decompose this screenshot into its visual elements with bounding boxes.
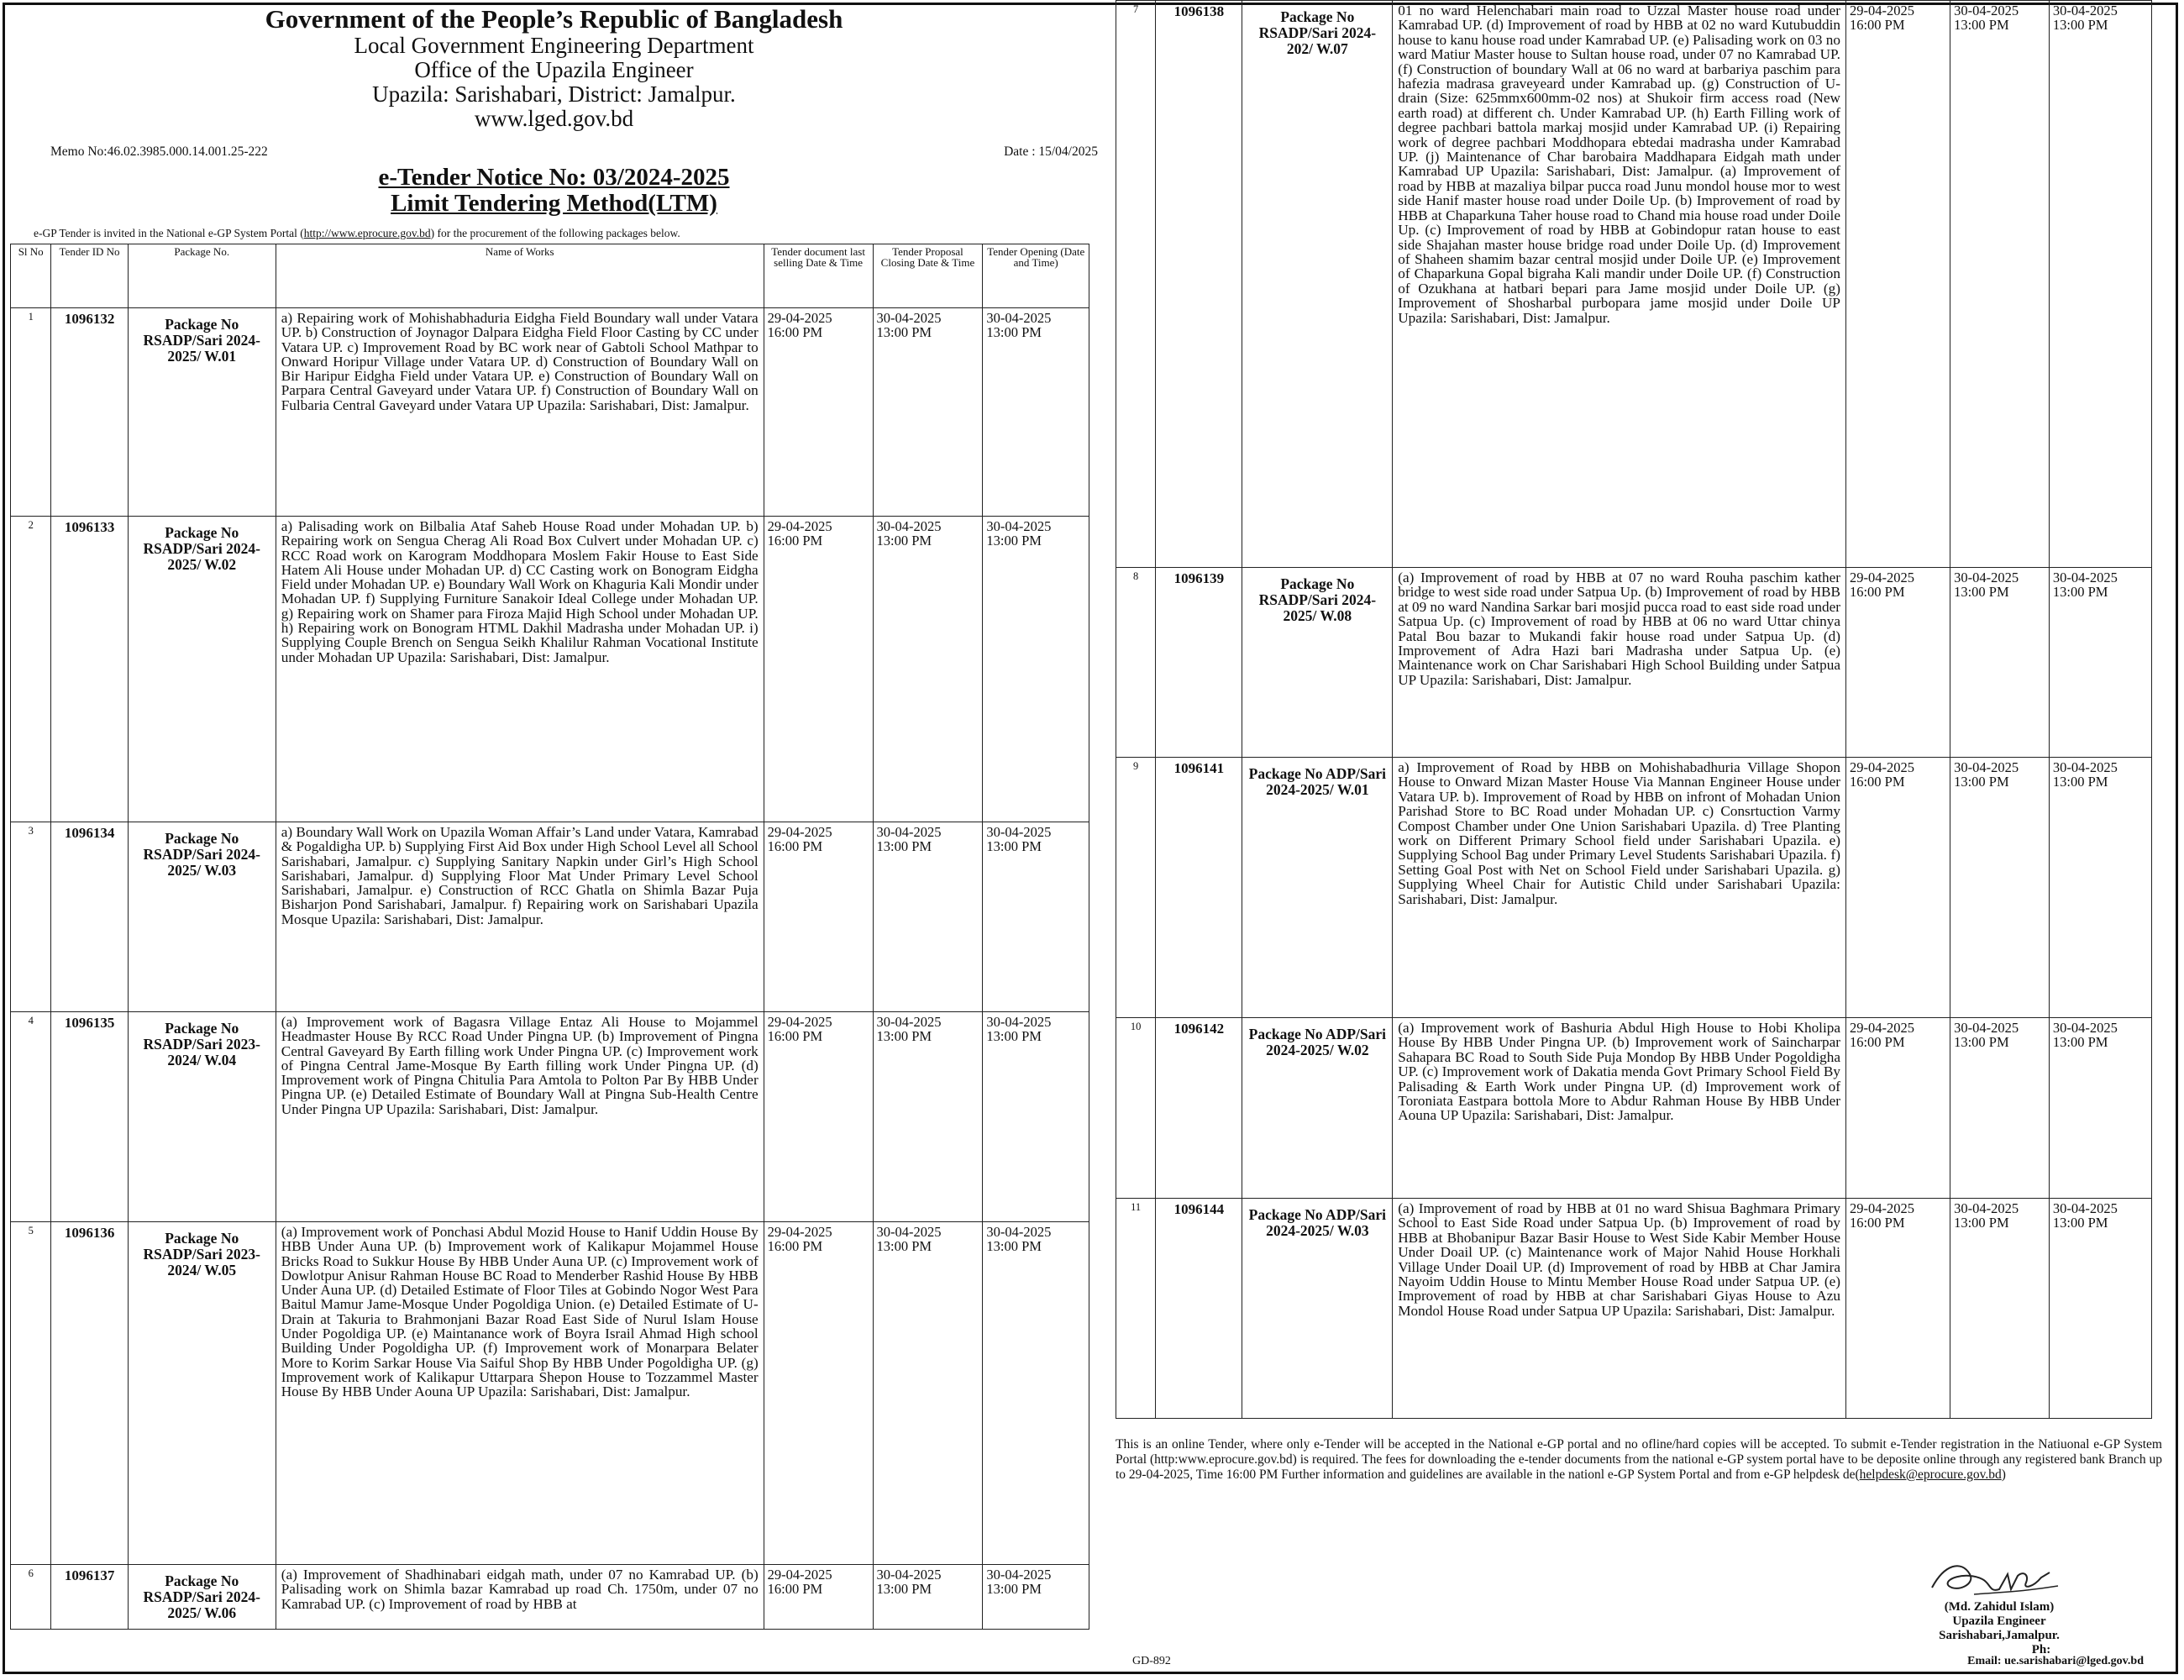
row-name-of-works: (a) Improvement work of Ponchasi Abdul Mozid House to Hanif Uddin House By HBB Under Auna UP. (b) Improvement work of Kalikapur Mojammel House Bricks Road to Sukkur House By HBB Under Auna UP. (c) Improvement work of Dowlotpur Anisur Rahman House BC Road to Menderber Rashid House By HBB Under Auna UP. (d) Detailed Estimate of Floor Tiles at Gobindo Nogor West Para Baitul Mamur Jame-Mosque Under Pogoldiga Union. (e) Detailed Estimate of U-Drain at Takuria to Brahmonjani Bazar Road East Side of Nurul Islam House Under Pogoldiga UP. (e) Maintanance work of Boyra Israil Ahmad High school Building Under Pogoldigha UP. (f) Improvement work of Monarpara Belater More to Korim Sarkar House Via Saiful Shop By HBB Under Pogoldigha UP. (g) Improvement work of Kalikapur Uttarpara Shepon House to Tozzammel Master House By HBB Under Aouna UP Upazila: Sarishabari, Dist: Jamalpur. xyxy=(276,1222,764,1565)
row-opening-datetime xyxy=(983,822,1089,1012)
row-package-no: Package No RSADP/Sari 2024-202/ W.07 xyxy=(1242,1,1393,568)
time-value: 16:00 PM xyxy=(767,533,823,549)
left-column xyxy=(10,5,1098,1630)
date-value: 30-04-2025 xyxy=(1954,1200,2019,1216)
row-tender-id: 1096137 xyxy=(51,1565,128,1630)
signatory-email[interactable]: Email: ue.sarishabari@lged.gov.bd xyxy=(1967,1655,2144,1667)
row-opening-datetime xyxy=(983,1565,1089,1630)
time-value: 13:00 PM xyxy=(1954,17,2009,33)
row-package-no: Package No ADP/Sari 2024-2025/ W.01 xyxy=(1242,758,1393,1018)
tender-row xyxy=(11,1012,1089,1222)
tender-row xyxy=(1116,1199,2152,1419)
row-tender-id: 1096136 xyxy=(51,1222,128,1565)
row-sl-number: 3 xyxy=(11,822,51,1012)
date-value: 30-04-2025 xyxy=(986,824,1052,840)
tender-row xyxy=(11,517,1089,822)
time-value: 16:00 PM xyxy=(767,838,823,854)
signatory-phone: Ph: xyxy=(2031,1643,2051,1656)
tender-row xyxy=(1116,1,2152,568)
tender-row xyxy=(1116,758,2152,1018)
right-column xyxy=(1116,0,2172,1483)
row-selling-datetime xyxy=(1845,1018,1950,1199)
row-selling-datetime xyxy=(764,1012,873,1222)
row-package-no: Package No RSADP/Sari 2023-2024/ W.04 xyxy=(128,1012,276,1222)
row-sl-number: 5 xyxy=(11,1222,51,1565)
time-value: 16:00 PM xyxy=(767,1028,823,1044)
date-value: 30-04-2025 xyxy=(1954,3,2019,18)
col-opening: Tender Opening (Date and Time) xyxy=(983,244,1089,308)
row-sl-number: 10 xyxy=(1116,1018,1156,1199)
row-name-of-works: (a) Improvement of road by HBB at 07 no ward Rouha paschim kather bridge to west side road under Satpua Up. (b) Improvement of road by HBB at 09 no ward Nandina Sarkar bari mosjid pucca road to east side road under Satpua Up. (c) Improvement of road by HBB at 06 no ward Uttar chinya Patal Bou bazar to Mukandi fakir house road under Satpua Up. (d) Improvement of Adra Hazi bari Madrasha under Satpua Up. (e) Maintenance work on Char Sarishabari High School Building under Satpua UP Upazila: Sarishabari, Dist: Jamalpur. xyxy=(1393,568,1846,758)
row-closing-datetime xyxy=(1950,758,2050,1018)
time-value: 13:00 PM xyxy=(876,324,932,340)
row-tender-id: 1096144 xyxy=(1156,1199,1242,1419)
time-value: 13:00 PM xyxy=(986,1581,1042,1597)
row-tender-id: 1096142 xyxy=(1156,1018,1242,1199)
time-value: 13:00 PM xyxy=(2052,1034,2108,1050)
date-value: 30-04-2025 xyxy=(986,518,1052,534)
date-value: 30-04-2025 xyxy=(2052,1020,2118,1036)
time-value: 13:00 PM xyxy=(2052,1215,2108,1231)
signatory-place: Sarishabari,Jamalpur. xyxy=(1939,1629,2060,1642)
col-closing: Tender Proposal Closing Date & Time xyxy=(873,244,983,308)
row-opening-datetime xyxy=(983,1012,1089,1222)
gov-name: Government of the People’s Republic of Bangladesh xyxy=(265,4,843,34)
date-value: 29-04-2025 xyxy=(1849,570,1914,585)
col-selling: Tender document last selling Date & Time xyxy=(764,244,873,308)
time-value: 13:00 PM xyxy=(2052,584,2108,600)
time-value: 13:00 PM xyxy=(1954,774,2009,790)
date-value: 29-04-2025 xyxy=(767,824,832,840)
row-selling-datetime xyxy=(1845,568,1950,758)
date-value: 30-04-2025 xyxy=(1954,1020,2019,1036)
row-name-of-works: (a) Improvement work of Bagasra Village Entaz Ali House to Mojammel Headmaster House By RCC Road Under Pingna UP. (b) Improvement of Pingna Central Gaveyard By Earth filling work Under Pingna UP. (c) Improvement work of Pingna Central Jame-Mosque By Earth filling work Under Pingna UP. (d) Improvement work of Pingna Chitulia Para Amtola to Polton Par By HBB Under Pingna UP. (e) Detailed Estimate of Boundary Wall at Pingna Sub-Health Centre Under Pingna UP Upazila: Sarishabari, Dist: Jamalpur. xyxy=(276,1012,764,1222)
time-value: 13:00 PM xyxy=(876,1581,932,1597)
row-name-of-works: a) Repairing work of Mohishabhaduria Eidgha Field Boundary wall under Vatara UP. b) Construction of Joynagor Dalpara Eidgha Field Floor Casting by CC under Vatara UP. c) Improvement Road by BC work near of Gabtoli School Mathpar to Onward Horipur Village under Vatara UP. d) Construction of Boundary Wall on Bir Haripur Eidgha Field under Vatara UP. e) Construction of Boundary Wall on Parpara Central Gaveyard under Vatara UP. f) Construction of Boundary Wall on Fulbaria Central Gaveyard under Vatara UP Upazila: Sarishabari, Dist: Jamalpur. xyxy=(276,308,764,517)
row-package-no: Package No RSADP/Sari 2024-2025/ W.06 xyxy=(128,1565,276,1630)
row-sl-number: 6 xyxy=(11,1565,51,1630)
signature-block xyxy=(1848,1600,2150,1657)
date-value: 30-04-2025 xyxy=(1954,759,2019,775)
row-closing-datetime xyxy=(873,1012,983,1222)
row-package-no: Package No RSADP/Sari 2024-2025/ W.02 xyxy=(128,517,276,822)
time-value: 13:00 PM xyxy=(1954,1215,2009,1231)
date-value: 29-04-2025 xyxy=(767,1014,832,1030)
time-value: 16:00 PM xyxy=(767,1238,823,1254)
time-value: 13:00 PM xyxy=(986,533,1042,549)
date-value: 29-04-2025 xyxy=(1849,759,1914,775)
time-value: 13:00 PM xyxy=(986,324,1042,340)
time-value: 13:00 PM xyxy=(876,1028,932,1044)
row-tender-id: 1096138 xyxy=(1156,1,1242,568)
row-name-of-works: (a) Improvement work of Bashuria Abdul High House to Hobi Kholipa House By HBB Under Pingna UP. (b) Improvement work of Saincharpar Sahapara BC Road to South Side Puja Mondop By HBB Under Pogoldigha UP. (c) Improvement work of Dakatia menda Govt Primary School Field By Palisading & Earth Work under Pingna UP. (d) Improvement work of Toroniata Eastpara bottola More to Abdur Rahman House By HBB Under Aouna UP Upazila: Sarishabari, Dist: Jamalpur. xyxy=(1393,1018,1846,1199)
date-value: 30-04-2025 xyxy=(986,1224,1052,1240)
intro-part-b: ) for the procurement of the following packages below. xyxy=(430,227,680,239)
date-value: 29-04-2025 xyxy=(767,1224,832,1240)
online-tender-notice xyxy=(1116,1437,2162,1483)
office-name: Office of the Upazila Engineer xyxy=(414,57,694,82)
row-sl-number: 1 xyxy=(11,308,51,517)
tender-row xyxy=(11,822,1089,1012)
col-sl: Sl No xyxy=(11,244,51,308)
date-value: 29-04-2025 xyxy=(1849,3,1914,18)
row-tender-id: 1096139 xyxy=(1156,568,1242,758)
row-sl-number: 2 xyxy=(11,517,51,822)
row-closing-datetime xyxy=(1950,1,2050,568)
row-sl-number: 7 xyxy=(1116,1,1156,568)
date-value: 29-04-2025 xyxy=(767,518,832,534)
date-value: 29-04-2025 xyxy=(767,1567,832,1583)
row-opening-datetime xyxy=(983,1222,1089,1565)
tender-row xyxy=(11,1565,1089,1630)
notice-text: This is an online Tender, where only e-Tender will be accepted in the National e-GP portal and no ofline/hard copies will be accepted. To submit e-Tender registration in the Natiuonal e-GP System Portal (http:www.eprocure.gov.bd) is required. The fees for downloading the e-tender documents from the national e-GP system portal have to be deposite online through any registered bank Branch up to 29-04-2025, Time 16:00 PM Further information and guidelines are available in the nationl e-GP System Portal and from e-GP helpdesk de( xyxy=(1116,1437,2162,1482)
date-value: 30-04-2025 xyxy=(876,1224,942,1240)
intro-part-a: e-GP Tender is invited in the National e-GP System Portal ( xyxy=(34,227,304,239)
letterhead xyxy=(10,5,1098,131)
time-value: 16:00 PM xyxy=(767,324,823,340)
row-package-no: Package No RSADP/Sari 2024-2025/ W.01 xyxy=(128,308,276,517)
row-closing-datetime xyxy=(873,822,983,1012)
date-value: 30-04-2025 xyxy=(2052,1200,2118,1216)
time-value: 13:00 PM xyxy=(876,533,932,549)
time-value: 13:00 PM xyxy=(1954,584,2009,600)
row-sl-number: 4 xyxy=(11,1012,51,1222)
date-value: 30-04-2025 xyxy=(876,1014,942,1030)
row-opening-datetime xyxy=(2049,1199,2151,1419)
method-title: Limit Tendering Method(LTM) xyxy=(391,190,717,217)
date-value: 30-04-2025 xyxy=(876,310,942,326)
row-selling-datetime xyxy=(764,517,873,822)
row-sl-number: 9 xyxy=(1116,758,1156,1018)
time-value: 16:00 PM xyxy=(1849,584,1905,600)
website[interactable]: www.lged.gov.bd xyxy=(474,106,634,131)
table-header-row xyxy=(11,244,1089,308)
row-opening-datetime xyxy=(2049,1018,2151,1199)
col-works: Name of Works xyxy=(276,244,764,308)
row-sl-number: 8 xyxy=(1116,568,1156,758)
handwritten-signature xyxy=(1924,1556,2066,1599)
tender-row xyxy=(1116,1018,2152,1199)
helpdesk-email-link[interactable]: helpdesk@eprocure.gov.bd xyxy=(1859,1467,2002,1482)
date-value: 30-04-2025 xyxy=(2052,759,2118,775)
time-value: 13:00 PM xyxy=(876,1238,932,1254)
tender-table-left xyxy=(10,244,1089,1630)
date-value: 30-04-2025 xyxy=(876,824,942,840)
memo-number: Memo No:46.02.3985.000.14.001.25-222 xyxy=(50,144,268,159)
notice-date: Date : 15/04/2025 xyxy=(1004,144,1098,159)
tender-row xyxy=(11,308,1089,517)
row-selling-datetime xyxy=(1845,1,1950,568)
row-tender-id: 1096132 xyxy=(51,308,128,517)
row-tender-id: 1096133 xyxy=(51,517,128,822)
row-selling-datetime xyxy=(764,822,873,1012)
row-selling-datetime xyxy=(764,308,873,517)
row-sl-number: 11 xyxy=(1116,1199,1156,1419)
time-value: 16:00 PM xyxy=(1849,17,1905,33)
row-closing-datetime xyxy=(1950,1018,2050,1199)
row-closing-datetime xyxy=(873,308,983,517)
gd-number: GD-892 xyxy=(1132,1655,1171,1667)
time-value: 13:00 PM xyxy=(986,1238,1042,1254)
tender-row xyxy=(1116,568,2152,758)
date-value: 29-04-2025 xyxy=(767,310,832,326)
date-value: 30-04-2025 xyxy=(876,518,942,534)
memo-line xyxy=(10,139,1098,165)
row-opening-datetime xyxy=(2049,568,2151,758)
intro-text xyxy=(34,227,1098,240)
row-package-no: Package No RSADP/Sari 2024-2025/ W.08 xyxy=(1242,568,1393,758)
row-package-no: Package No ADP/Sari 2024-2025/ W.03 xyxy=(1242,1199,1393,1419)
tender-table-right xyxy=(1116,0,2152,1419)
date-value: 30-04-2025 xyxy=(1954,570,2019,585)
row-closing-datetime xyxy=(1950,568,2050,758)
date-value: 30-04-2025 xyxy=(986,310,1052,326)
time-value: 16:00 PM xyxy=(1849,774,1905,790)
row-package-no: Package No RSADP/Sari 2023-2024/ W.05 xyxy=(128,1222,276,1565)
row-tender-id: 1096135 xyxy=(51,1012,128,1222)
time-value: 16:00 PM xyxy=(1849,1215,1905,1231)
row-closing-datetime xyxy=(873,1565,983,1630)
row-tender-id: 1096134 xyxy=(51,822,128,1012)
time-value: 13:00 PM xyxy=(876,838,932,854)
tender-row xyxy=(11,1222,1089,1565)
row-closing-datetime xyxy=(873,1222,983,1565)
notice-title: e-Tender Notice No: 03/2024-2025 xyxy=(378,164,730,191)
date-value: 30-04-2025 xyxy=(986,1014,1052,1030)
row-name-of-works: a) Palisading work on Bilbalia Ataf Saheb House Road under Mohadan UP. b) Repairing work on Sengua Cherag Ali Road Box Culvert under Mohadan UP. c) RCC Road work on Karogram Moddhopara Moslem Fakir House to East Side Hatem Ali House under Mohadan UP. d) CC Casting work on Bonogram Eidgha Field under Mohadan UP. e) Boundary Wall Work on Khaguria Kali Mondir under Mohadan UP. f) Supplying Furniture Sanakoir Ideal College under Mohadan UP. g) Repairing work on Shamer para Firoza Majid High School under Mohadan UP. h) Repairing work on Bonogram HTML Dakhil Madrasha under Mohadan UP. i) Supplying Couple Brench on Sengua Seikh Khalilur Rahman Vocational Institute under Mohadan UP Upazila: Sarishabari, Dist: Jamalpur. xyxy=(276,517,764,822)
row-opening-datetime xyxy=(2049,758,2151,1018)
row-name-of-works: (a) Improvement of road by HBB at 01 no ward Shisua Baghmara Primary School to East Side Road under Satpua Up. (b) Improvement of road by HBB at Bhobanipur Bazar Basir House to West Side Kabir Member House Under Doail UP. (c) Maintenance work of Major Nahid House Horkhali Village Under Doail UP. (d) Improvement of road by HBB at Char Jamira Nayoim Uddin House to Mintu Member House Road under Satpua UP. (e) Improvement of road by HBB at char Sarishabari Giyas House to Azu Mondol House Road under Satpua UP Upazila: Sarishabari, Dist: Jamalpur. xyxy=(1393,1199,1846,1419)
date-value: 30-04-2025 xyxy=(876,1567,942,1583)
row-selling-datetime xyxy=(1845,1199,1950,1419)
row-opening-datetime xyxy=(2049,1,2151,568)
time-value: 16:00 PM xyxy=(767,1581,823,1597)
date-value: 29-04-2025 xyxy=(1849,1020,1914,1036)
time-value: 13:00 PM xyxy=(2052,774,2108,790)
date-value: 30-04-2025 xyxy=(2052,3,2118,18)
date-value: 30-04-2025 xyxy=(2052,570,2118,585)
row-closing-datetime xyxy=(873,517,983,822)
col-tender-id: Tender ID No xyxy=(51,244,128,308)
time-value: 13:00 PM xyxy=(1954,1034,2009,1050)
time-value: 16:00 PM xyxy=(1849,1034,1905,1050)
row-tender-id: 1096141 xyxy=(1156,758,1242,1018)
signatory-designation: Upazila Engineer xyxy=(1952,1614,2046,1628)
row-selling-datetime xyxy=(1845,758,1950,1018)
row-closing-datetime xyxy=(1950,1199,2050,1419)
row-opening-datetime xyxy=(983,308,1089,517)
row-selling-datetime xyxy=(764,1565,873,1630)
row-package-no: Package No RSADP/Sari 2024-2025/ W.03 xyxy=(128,822,276,1012)
office-location: Upazila: Sarishabari, District: Jamalpur. xyxy=(372,81,736,107)
eprocure-link[interactable]: http://www.eprocure.gov.bd xyxy=(303,227,431,239)
date-value: 30-04-2025 xyxy=(986,1567,1052,1583)
row-name-of-works: (a) Improvement of Shadhinabari eidgah math, under 07 no Kamrabad UP. (b) Palisading work on Shimla bazar Kamrabad up road Ch. 1750m, under 07 no Kamrabad UP. (c) Improvement of road by HBB at xyxy=(276,1565,764,1630)
dept-name: Local Government Engineering Department xyxy=(354,33,754,58)
col-package: Package No. xyxy=(128,244,276,308)
row-name-of-works: 01 no ward Helenchabari main road to Uzzal Master house road under Kamrabad UP. (d) Improvement of road by HBB at 02 no ward Kutubuddin house to kanu house road under Kamrabad UP. (e) Palisading work on 03 no ward Matiur Master house to Sultan house road, under 07 no Kamrabad UP. (f) Construction of boundary Wall at 06 no ward at barbariya paschim para hafezia madrasa graveyeard under Kamrabad up. (g) Construction of U-drain (Size: 625mmx600mm-02 nos) at Shukoir firm access road (New earth road) at different ch. Under Kamrabad UP. (h) Earth Filling work of degree pachbari battola markaj mosjid under Kamrabad UP. (i) Repairing work of degree pachbari Moddhopara ebtedai madrasha under Kamrabad UP. (j) Maintenance of Char barobaira Maddhapara Eidgah math under Kamrabad UP Upazila: Sarishabari, Dist: Jamalpur. (a) Improvement of road by HBB at mazaliya bilpar pucca road Junu mondol house mor to west side Hanif master house road under Doile Up. (b) Improvement of road by HBB at Chaparkuna Taher house road to Chand mia house road under Doile Up. (c) Improvement of road by HBB at Gobindopur ratan house to east side Shajahan master house bridge road under Doile Up. (d) Improvement of Shaheen shamim bazar central mosjid under Doile UP. (e) Improvement of Chaparkuna Gopal bigraha Kali mandir under Doile UP. (f) Construction of Ozukhana at hatbari bepari para Jame mosjid under Doile UP. (g) Improvement of Shosharbal purbopara jame mosjid under Doile UP Upazila: Sarishabari, Dist: Jamalpur. xyxy=(1393,1,1846,568)
row-name-of-works: a) Boundary Wall Work on Upazila Woman Affair’s Land under Vatara, Kamrabad & Pogaldigha UP. b) Supplying First Aid Box under High School Level all School Sarishabari, Jamalpur. c) Supplying Sanitary Napkin under Girl’s High School Sarishabari, Jamalpur. d) Supplying Floor Mat Under Primary Level School Sarishabari, Jamalpur. e) Construction of RCC Ghatla on Shimla Bazar Puja Bisharjon Pond Sarishabari, Jamalpur. f) Repairing work on Sarishabari Upazila Mosque Upazila: Sarishabari, Dist: Jamalpur. xyxy=(276,822,764,1012)
row-opening-datetime xyxy=(983,517,1089,822)
time-value: 13:00 PM xyxy=(986,1028,1042,1044)
notice-close: ) xyxy=(2001,1467,2006,1482)
time-value: 13:00 PM xyxy=(2052,17,2108,33)
signatory-name: (Md. Zahidul Islam) xyxy=(1944,1600,2055,1614)
row-selling-datetime xyxy=(764,1222,873,1565)
row-package-no: Package No ADP/Sari 2024-2025/ W.02 xyxy=(1242,1018,1393,1199)
time-value: 13:00 PM xyxy=(986,838,1042,854)
date-value: 29-04-2025 xyxy=(1849,1200,1914,1216)
row-name-of-works: a) Improvement of Road by HBB on Mohishabadhuria Village Shopon House to Onward Mizan Master House Via Mannan Engineer House under Vatara UP. b). Improvement of Road by HBB on infront of Mohadan Union Parishad Store to BC Road under Mohadan UP. c) Consrtuction Varmy Compost Chamber under One Union Sarishabari Upazila. d) Tree Planting work on Different Primary School field under Sarishabari Upazila. e) Supplying School Bag under Primary Level Students Sarishabari Upazila. f) Setting Goal Post with Net on School Field under Sarishabari Upazila. g) Supplying Wheel Chair for Autistic Child under Sarishabari Upazila: Sarishabari, Dist: Jamalpur. xyxy=(1393,758,1846,1018)
